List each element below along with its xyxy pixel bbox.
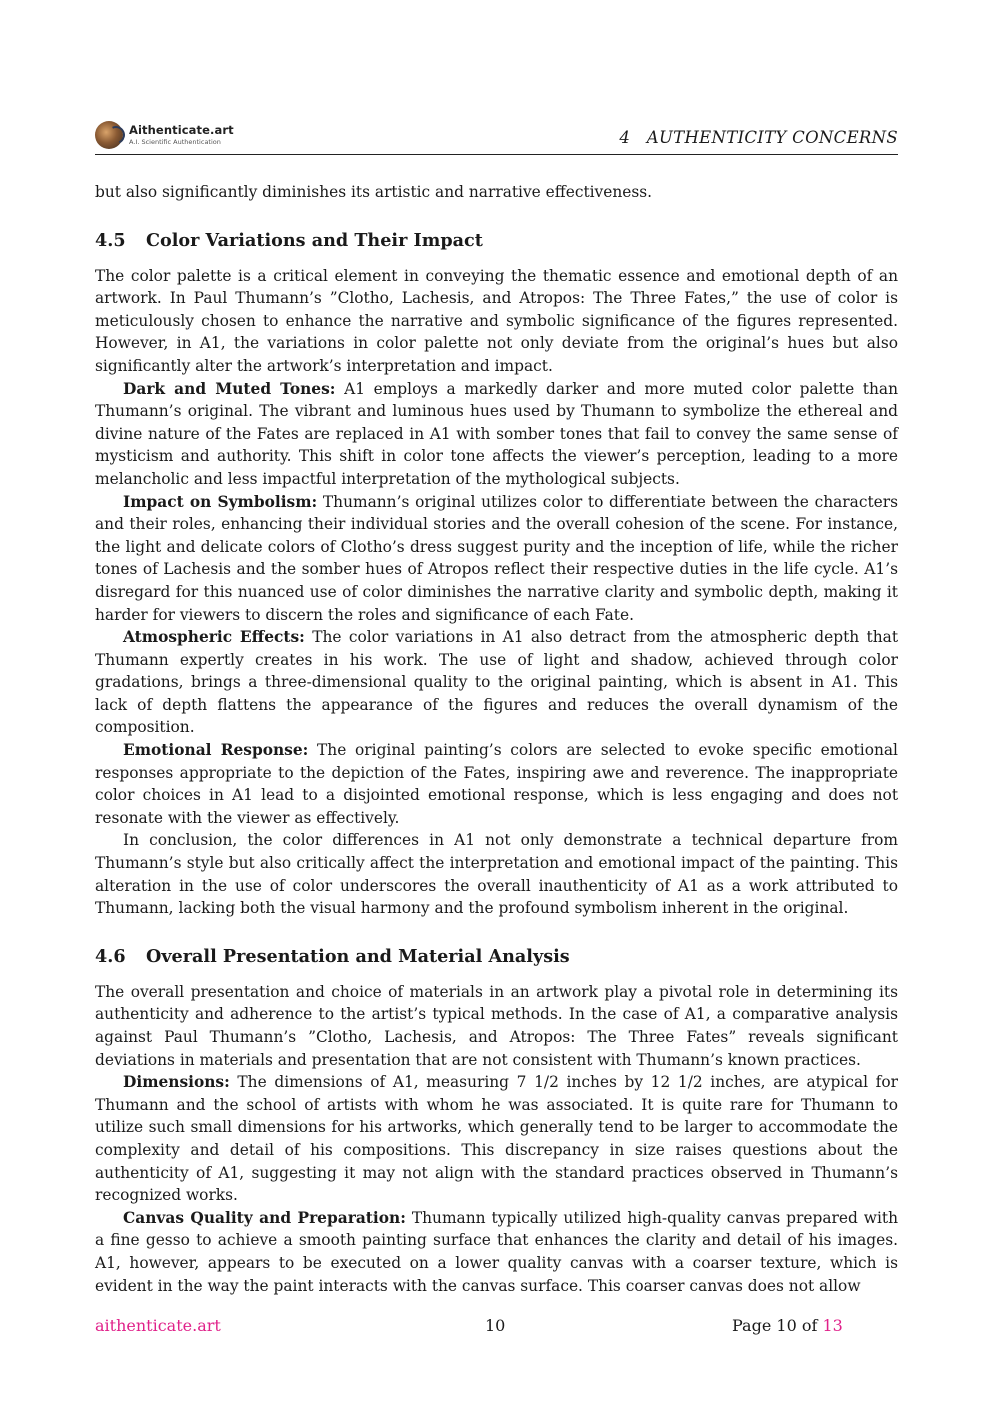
section-number: 4.5	[95, 229, 126, 251]
section-number: 4.6	[95, 945, 126, 967]
section-title: Color Variations and Their Impact	[146, 229, 483, 251]
footer-site-link[interactable]: aithenticate.art	[95, 1316, 221, 1335]
paragraph-lead: Dark and Muted Tones:	[123, 379, 336, 398]
paragraph-lead: Atmospheric Effects:	[123, 628, 305, 647]
footer-page-label: Page 10 of	[732, 1316, 823, 1335]
paragraph-lead: Emotional Response:	[123, 741, 309, 760]
page-content	[95, 181, 898, 1297]
section-title: Overall Presentation and Material Analysis	[146, 945, 570, 967]
paragraph-lead: Impact on Symbolism:	[123, 492, 318, 511]
paragraph-lead: Dimensions:	[123, 1073, 230, 1092]
paragraph	[95, 491, 898, 627]
section-heading-4-6	[95, 945, 898, 969]
logo-name: Aithenticate.art	[129, 123, 234, 137]
intro-fragment: but also significantly diminishes its artistic and narrative effectiveness.	[95, 183, 653, 201]
paragraph	[95, 378, 898, 491]
paragraph-body: The dimensions of A1, measuring 7 1/2 inches by 12 1/2 inches, are atypical for Thumann and the school of artists with whom he was associated. It is quite rare for Thumann to utilize such small dimensions for his artworks, which generally tend to be larger to accommodate the complexity and detail of his compositions. This discrepancy in size raises questions about the authenticity of A1, suggesting it may not align with the standard practices observed in Thumann’s recognized works.	[95, 1073, 898, 1205]
paragraph: The overall presentation and choice of materials in an artwork play a pivotal role in determining its authenticity and adherence to the artist’s typical methods. In the case of A1, a comparative analysis against Paul Thumann’s ”Clotho, Lachesis, and Atropos: The Three Fates” reveals significant deviations in materials and presentation that are not consistent with Thumann’s known practices.	[95, 982, 898, 1069]
logo-tagline: A.I. Scientific Authentication	[129, 137, 221, 146]
paragraph-body: Thumann’s original utilizes color to differentiate between the characters and their roles, enhancing their individual stories and the overall cohesion of the scene. For instance, the light and delicate colors of Clotho’s dress suggest purity and the inception of life, while the richer tones of Lachesis and the somber hues of Atropos reflect their respective duties in the life cycle. A1’s disregard for this nuanced use of color diminishes the narrative clarity and symbolic depth, making it harder for viewers to discern the roles and significance of each Fate.	[95, 492, 898, 624]
paragraph	[95, 1207, 898, 1297]
page-header	[95, 118, 898, 155]
paragraph	[95, 739, 898, 829]
paragraph: The color palette is a critical element in conveying the thematic essence and emotional depth of an artwork. In Paul Thumann’s ”Clotho, Lachesis, and Atropos: The Three Fates,” the use of color is meticulously chosen to enhance the narrative and symbolic significance of the figures represented. However, in A1, the variations in color palette not only deviate from the original’s hues but also significantly alter the artwork’s interpretation and impact.	[95, 266, 898, 375]
paragraph-lead: Canvas Quality and Preparation:	[123, 1208, 406, 1227]
paragraph	[95, 1071, 898, 1207]
paragraph-body: The color variations in A1 also detract from the atmospheric depth that Thumann expertly creates in his work. The use of light and shadow, achieved through color gradations, brings a three-dimensional quality to the original painting, which is absent in A1. This lack of depth flattens the appearance of the figures and reduces the overall dynamism of the composition.	[95, 628, 899, 737]
footer-page-total-link[interactable]: 13	[822, 1316, 843, 1335]
section-heading-4-5	[95, 229, 898, 253]
footer-page-number: 10	[485, 1316, 506, 1335]
page-footer	[95, 1316, 898, 1338]
paragraph: In conclusion, the color differences in A1 not only demonstrate a technical departure from Thumann’s style but also critically affect the interpretation and emotional impact of the painting. This alteration in the use of color underscores the overall inauthenticity of A1 as a work attributed to Thumann, lacking both the visual harmony and the profound symbolism inherent in the original.	[95, 831, 898, 918]
logo-text	[129, 125, 234, 145]
footer-page-count	[732, 1316, 843, 1335]
logo	[95, 120, 234, 150]
paragraph-body: Thumann typically utilized high-quality canvas prepared with a fine gesso to achieve a smooth painting surface that enhances the clarity and detail of his images. A1, however, appears to be executed on a lower quality canvas with a coarser texture, which is evident in the way the paint interacts with the canvas surface. This coarser canvas does not allow	[95, 1208, 898, 1295]
paragraph-body: The original painting’s colors are selected to evoke specific emotional responses appropriate to the depiction of the Fates, inspiring awe and reverence. The inappropriate color choices in A1 lead to a disjointed emotional response, which is less engaging and does not resonate with the viewer as effectively.	[95, 741, 898, 827]
running-head: 4 AUTHENTICITY CONCERNS	[619, 128, 898, 147]
paragraph	[95, 626, 898, 739]
paragraph-body: A1 employs a markedly darker and more muted color palette than Thumann’s original. The vibrant and luminous hues used by Thumann to symbolize the ethereal and divine nature of the Fates are replaced in A1 with somber tones that fail to convey the same sense of mysticism and authority. This shift in color tone affects the viewer’s perception, leading to a more melancholic and less impactful interpretation of the mythological subjects.	[95, 379, 898, 488]
logo-icon	[95, 121, 123, 149]
